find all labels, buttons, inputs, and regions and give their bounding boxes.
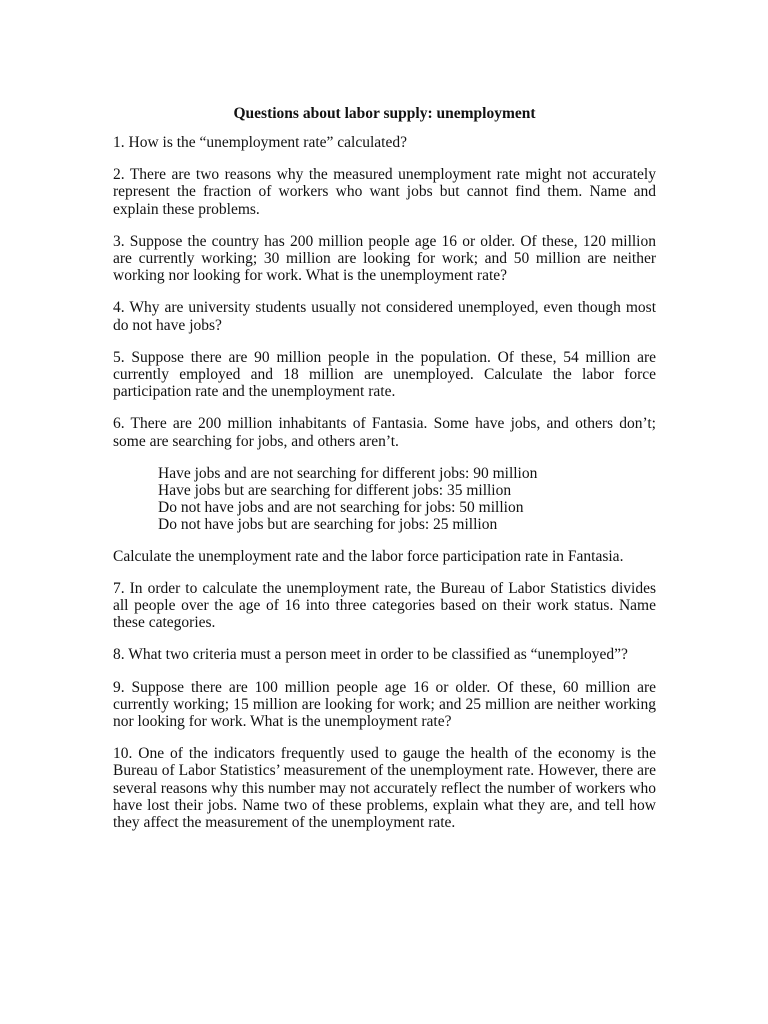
fantasia-list-item: Have jobs but are searching for different jobs: 35 million	[158, 482, 512, 500]
question-1: 1. How is the “unemployment rate” calculated?	[113, 134, 407, 151]
page-title: Questions about labor supply: unemployment	[233, 105, 536, 122]
fantasia-list-item: Have jobs and are not searching for different jobs: 90 million	[158, 464, 538, 482]
question-7: 7. In order to calculate the unemployment rate, the Bureau of Labor Statistics divides all people over the age of 16 into three categories based on their work status. Name these categories.	[113, 579, 656, 632]
question-9: 9. Suppose there are 100 million people age 16 or older. Of these, 60 million are currently working; 15 million are looking for work; and 25 million are neither working nor looking for work. What is the unemployment rate?	[113, 678, 656, 731]
question-10: 10. One of the indicators frequently used to gauge the health of the economy is the Bureau of Labor Statistics’ measurement of the unemployment rate. However, there are several reasons why this number may not accurately reflect the number of workers who have lost their jobs. Name two of these problems, explain what they are, and tell how they affect the measurement of the unemployment rate.	[113, 745, 656, 832]
question-6: 6. There are 200 million inhabitants of Fantasia. Some have jobs, and others don’t; some are searching for jobs, and others aren’t.	[113, 415, 656, 450]
fantasia-list	[158, 465, 656, 534]
fantasia-list-item: Do not have jobs but are searching for jobs: 25 million	[158, 516, 498, 534]
question-8: 8. What two criteria must a person meet in order to be classified as “unemployed”?	[113, 646, 628, 664]
question-3: 3. Suppose the country has 200 million people age 16 or older. Of these, 120 million are currently working; 30 million are looking for work; and 50 million are neither working nor looking for work. What is the unemployment rate?	[113, 232, 656, 285]
question-4: 4. Why are university students usually not considered unemployed, even though most do not have jobs?	[113, 299, 656, 334]
fantasia-followup: Calculate the unemployment rate and the labor force participation rate in Fantasia.	[113, 547, 624, 565]
question-2: 2. There are two reasons why the measured unemployment rate might not accurately represent the fraction of workers who want jobs but cannot find them. Name and explain these problems.	[113, 166, 656, 218]
document-page	[113, 103, 656, 846]
fantasia-list-item: Do not have jobs and are not searching for jobs: 50 million	[158, 499, 524, 517]
question-5: 5. Suppose there are 90 million people in the population. Of these, 54 million are currently employed and 18 million are unemployed. Calculate the labor force participation rate and the unemployment rate.	[113, 348, 656, 401]
